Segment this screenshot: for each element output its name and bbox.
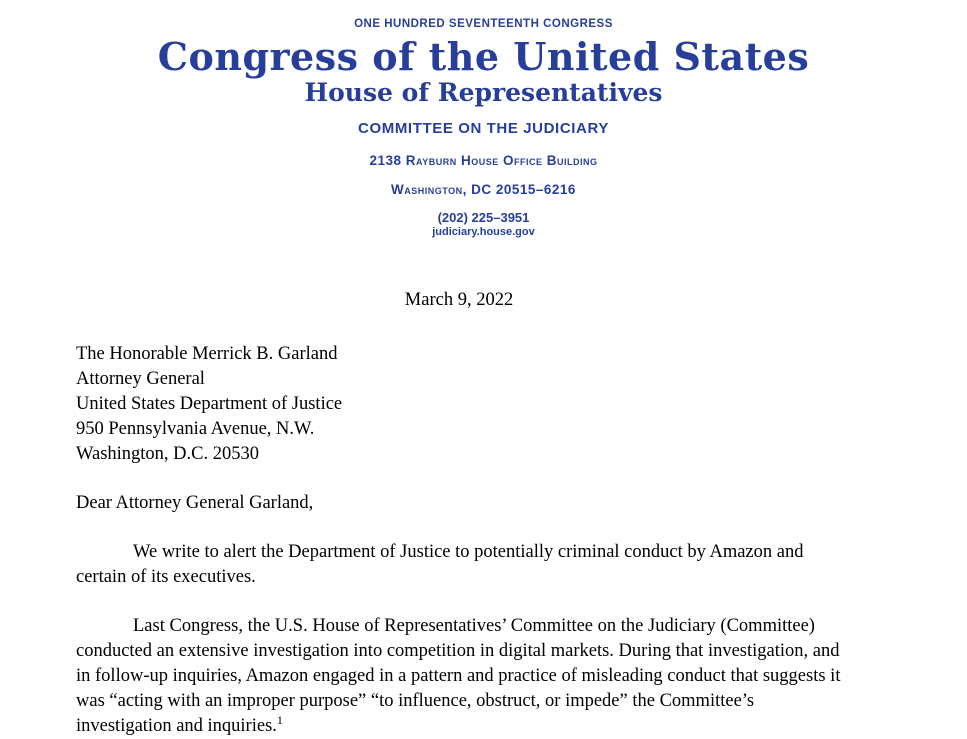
recipient-organization: United States Department of Justice — [76, 394, 343, 414]
paragraph-1-text: We write to alert the Department of Justice to potentially criminal conduct by Amazon and certain of its executives. — [76, 542, 804, 587]
letterhead — [0, 0, 967, 238]
letter-body — [76, 288, 842, 739]
letterhead-website: judiciary.house.gov — [432, 226, 535, 238]
paragraph-2-footnote-marker: 1 — [276, 712, 283, 727]
paragraph-2 — [76, 614, 842, 739]
paragraph-1 — [76, 540, 842, 590]
paragraph-2-text: Last Congress, the U.S. House of Representatives’ Committee on the Judiciary (Committee) conducted an extensive investigation into competition in digital markets. During that investigation, and in follow-up inquiries, Amazon engaged in a pattern and practice of misleading conduct that suggests it was “acting with an improper purpose” “to influence, obstruct, or impede” the Committee’s investigation and inquiries. — [76, 616, 841, 736]
recipient-city: Washington, D.C. 20530 — [76, 444, 259, 464]
recipient-title: Attorney General — [76, 369, 205, 389]
recipient-address-block — [76, 342, 842, 467]
letterhead-phone: (202) 225–3951 — [437, 210, 530, 225]
recipient-name: The Honorable Merrick B. Garland — [76, 344, 338, 364]
letter-date: March 9, 2022 — [404, 290, 514, 310]
letterhead-address-building: 2138 Rayburn House Office Building — [369, 153, 598, 168]
salutation: Dear Attorney General Garland, — [76, 493, 314, 513]
recipient-street: 950 Pennsylvania Avenue, N.W. — [76, 419, 315, 439]
congress-session-line: ONE HUNDRED SEVENTEENTH CONGRESS — [354, 18, 613, 30]
committee-name: COMMITTEE ON THE JUDICIARY — [358, 120, 609, 137]
congress-wordmark: Congress of the United States — [157, 34, 810, 79]
letterhead-address-city: Washington, DC 20515–6216 — [391, 182, 576, 197]
house-of-representatives-wordmark: House of Representatives — [304, 78, 663, 107]
